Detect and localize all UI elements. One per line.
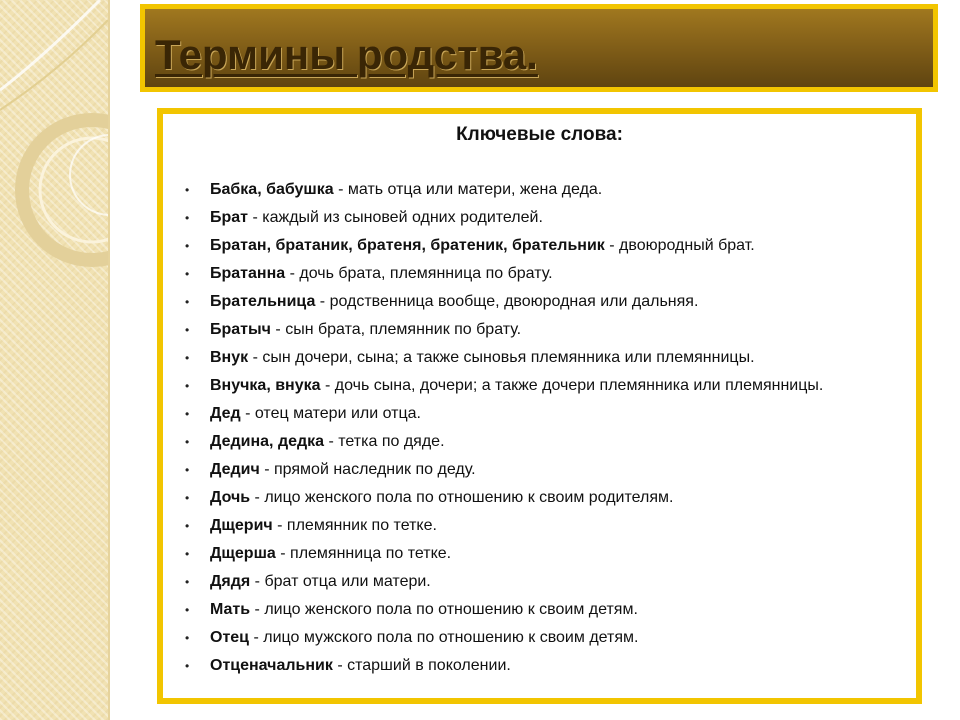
list-item: [163, 404, 916, 424]
term-definition: - сын дочери, сына; а также сыновья племянника или племянницы.: [248, 349, 755, 366]
term-word: Отец: [210, 629, 250, 646]
bullet-icon: •: [185, 659, 190, 673]
term-word: Дщерич: [210, 517, 273, 534]
term-word: Дедич: [210, 461, 260, 478]
term-definition: - сын брата, племянник по брату.: [270, 321, 522, 338]
title-banner: [140, 4, 938, 92]
list-item: [163, 264, 916, 284]
term-definition: - тетка по дяде.: [324, 433, 445, 450]
bullet-icon: •: [185, 435, 190, 449]
term-definition: - лицо женского пола по отношению к своим родителям.: [250, 489, 674, 506]
list-item: [163, 292, 916, 312]
term-word: Дядя: [210, 573, 251, 590]
term-word: Дед: [210, 405, 241, 422]
decorative-circles-graphic: [0, 0, 108, 720]
bullet-icon: •: [185, 267, 190, 281]
bullet-icon: •: [185, 239, 190, 253]
list-item: [163, 572, 916, 592]
list-item: [163, 236, 916, 256]
list-item: [163, 376, 916, 396]
terms-list: [163, 180, 916, 684]
term-definition: - лицо мужского пола по отношению к своим детям.: [249, 629, 639, 646]
term-definition: - дочь сына, дочери; а также дочери племянника или племянницы.: [320, 377, 824, 394]
list-item: [163, 656, 916, 676]
term-word: Брательница: [210, 293, 316, 310]
list-item: [163, 348, 916, 368]
list-item: [163, 516, 916, 536]
term-word: Дщерша: [210, 545, 276, 562]
list-item: [163, 488, 916, 508]
term-word: Братан, братаник, братеня, братеник, брательник: [210, 237, 605, 254]
bullet-icon: •: [185, 631, 190, 645]
term-definition: - прямой наследник по деду.: [259, 461, 476, 478]
list-item: [163, 600, 916, 620]
bullet-icon: •: [185, 407, 190, 421]
keywords-heading: Ключевые слова:: [456, 124, 623, 145]
bullet-icon: •: [185, 351, 190, 365]
bullet-icon: •: [185, 211, 190, 225]
page-title: Термины родства.: [155, 31, 538, 78]
term-definition: - племянник по тетке.: [272, 517, 437, 534]
term-word: Внук: [210, 349, 249, 366]
bullet-icon: •: [185, 295, 190, 309]
content-panel: [157, 108, 922, 704]
term-definition: - дочь брата, племянница по брату.: [285, 265, 553, 282]
term-definition: - племянница по тетке.: [275, 545, 452, 562]
bullet-icon: •: [185, 379, 190, 393]
term-word: Отценачальник: [210, 657, 333, 674]
term-definition: - каждый из сыновей одних родителей.: [248, 209, 543, 226]
bullet-icon: •: [185, 183, 190, 197]
term-definition: - двоюродный брат.: [604, 237, 755, 254]
bullet-icon: •: [185, 603, 190, 617]
term-definition: - лицо женского пола по отношению к своим детям.: [250, 601, 638, 618]
term-definition: - брат отца или матери.: [250, 573, 431, 590]
bullet-icon: •: [185, 463, 190, 477]
bullet-icon: •: [185, 575, 190, 589]
list-item: [163, 432, 916, 452]
list-item: [163, 180, 916, 200]
term-definition: - родственница вообще, двоюродная или дальняя.: [315, 293, 699, 310]
term-definition: - отец матери или отца.: [240, 405, 421, 422]
list-item: [163, 208, 916, 228]
term-word: Братанна: [210, 265, 286, 282]
list-item: [163, 460, 916, 480]
term-word: Дедина, дедка: [210, 433, 325, 450]
list-item: [163, 544, 916, 564]
term-word: Внучка, внука: [210, 377, 321, 394]
decorative-side-band: [0, 0, 110, 720]
term-word: Брат: [210, 209, 249, 226]
list-item: [163, 320, 916, 340]
term-definition: - мать отца или матери, жена деда.: [333, 181, 603, 198]
bullet-icon: •: [185, 547, 190, 561]
bullet-icon: •: [185, 323, 190, 337]
term-word: Бабка, бабушка: [210, 181, 334, 198]
term-definition: - старший в поколении.: [332, 657, 511, 674]
bullet-icon: •: [185, 491, 190, 505]
term-word: Братыч: [210, 321, 271, 338]
bullet-icon: •: [185, 519, 190, 533]
term-word: Мать: [210, 601, 251, 618]
list-item: [163, 628, 916, 648]
term-word: Дочь: [210, 489, 251, 506]
